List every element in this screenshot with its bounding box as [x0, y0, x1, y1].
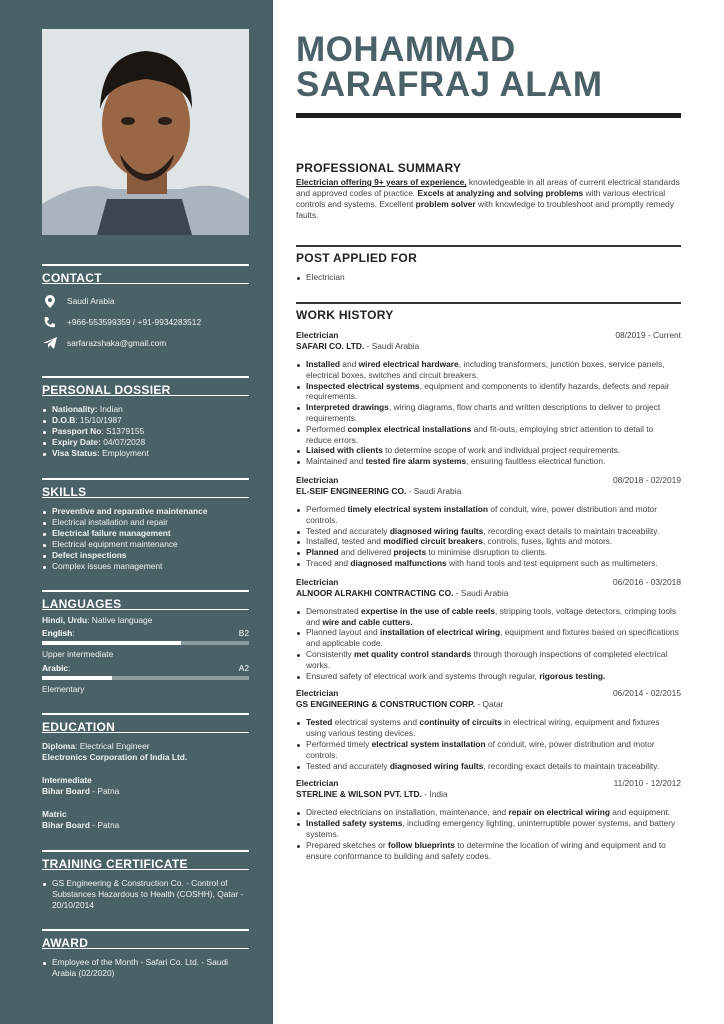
work-history-jobs [296, 330, 681, 861]
job-header [296, 577, 681, 588]
job-header [296, 688, 681, 699]
job-dates: 06/2014 - 02/2015 [613, 688, 681, 699]
job-title: Electrician [296, 576, 339, 587]
skills-list [42, 506, 249, 572]
languages-title: LANGUAGES [42, 590, 249, 610]
job-bullet: Demonstrated expertise in the use of cable reels, stripping tools, voltage detectors, crimping tools and wire and cable cutters. [296, 606, 681, 628]
skill-item: Electrical failure management [42, 528, 249, 539]
location-pin-icon [42, 294, 58, 308]
job-bullet: Traced and diagnosed malfunctions with hand tools and test equipment such as multimeters. [296, 558, 681, 569]
job-dates: 06/2016 - 03/2018 [613, 576, 681, 587]
post-applied-title: POST APPLIED FOR [296, 251, 418, 265]
phone-icon [42, 315, 58, 329]
language-proficiency-bar [42, 641, 249, 645]
job-bullets [296, 504, 681, 569]
job-bullet: Tested electrical systems and continuity of circuits in electrical wiring, equipment and fixtures using various testing devices. [296, 717, 681, 739]
language-level: Elementary [42, 684, 85, 694]
summary-section [296, 161, 681, 221]
dossier-item: D.O.B: 15/10/1987 [42, 415, 249, 426]
language-proficiency-fill [42, 676, 112, 680]
job-entry [296, 330, 681, 467]
skill-item: Preventive and reparative maintenance [42, 506, 249, 517]
language-level-code: B2 [238, 628, 249, 638]
job-bullet: Performed timely electrical system installation of conduit, wire, power distribution and motor controls. [296, 739, 681, 761]
job-entry [296, 688, 681, 771]
job-company: GS ENGINEERING & CONSTRUCTION CORP. - Qatar [296, 699, 504, 710]
job-bullet: Liaised with clients to determine scope of work and individual project requirements. [296, 445, 681, 456]
language-level-code: A2 [238, 663, 249, 673]
education-section [42, 713, 249, 831]
job-dates: 08/2019 - Current [615, 330, 681, 340]
send-email-icon [42, 336, 58, 350]
post-applied-item: Electrician [296, 272, 681, 283]
language-proficiency-bar [42, 676, 249, 680]
language-arabic: Arabic: A2 Elementary [42, 663, 249, 694]
training-list [42, 878, 249, 911]
dossier-item: Visa Status: Employment [42, 448, 249, 459]
job-title: Electrician [296, 330, 339, 340]
job-bullet: Directed electricians on installation, maintenance, and repair on electrical wiring and equipment. [296, 807, 681, 818]
section-divider [296, 302, 681, 304]
post-applied-section [296, 251, 681, 283]
award-title: AWARD [42, 929, 249, 949]
job-bullet: Maintained and tested fire alarm systems, ensuring faultless electrical function. [296, 456, 681, 467]
skill-item: Defect inspections [42, 550, 249, 561]
job-bullet: Planned and delivered projects to minimise disruption to clients. [296, 547, 681, 558]
summary-title: PROFESSIONAL SUMMARY [296, 161, 462, 175]
candidate-name: MOHAMMAD SARAFRAJ ALAM [296, 30, 603, 104]
job-company: STERLINE & WILSON PVT. LTD. - India [296, 789, 448, 800]
job-bullets [296, 359, 681, 467]
job-bullet: Interpreted drawings, wiring diagrams, flow charts and written descriptions to deliver to project requirements. [296, 402, 681, 424]
training-section [42, 850, 249, 911]
job-bullet: Installed safety systems, including emergency lighting, uninterruptible power systems, and battery systems. [296, 818, 681, 840]
skill-item: Complex issues management [42, 561, 249, 572]
work-history-title: WORK HISTORY [296, 308, 394, 322]
language-name: English [42, 628, 73, 638]
job-title: Electrician [296, 688, 339, 699]
dossier-list [42, 404, 249, 459]
job-company: SAFARI CO. LTD. - Saudi Arabia [296, 341, 420, 351]
skill-item: Electrical installation and repair [42, 517, 249, 528]
job-bullet: Performed timely electrical system installation of conduit, wire, power distribution and motor controls. [296, 504, 681, 526]
native-language: Hindi, Urdu: Native language [42, 615, 153, 625]
job-company: EL-SEIF ENGINEERING CO. - Saudi Arabia [296, 485, 462, 496]
profile-photo-image [42, 29, 249, 235]
job-dates: 11/2010 - 12/2012 [613, 778, 681, 789]
job-bullet: Tested and accurately diagnosed wiring faults, recording exact details to maintain traceability. [296, 526, 681, 537]
contact-phone-row [42, 313, 249, 331]
job-bullet: Performed complex electrical installations and fit-outs, employing strict attention to detail to reduce errors. [296, 424, 681, 446]
job-bullets [296, 807, 681, 861]
award-section [42, 929, 249, 979]
section-divider [296, 245, 681, 247]
job-bullet: Installed, tested and modified circuit breakers, controls, fuses, lights and motors. [296, 536, 681, 547]
dossier-item: Expiry Date: 04/07/2028 [42, 437, 249, 448]
job-bullets [296, 606, 681, 682]
job-bullet: Consistently met quality control standards through thorough inspections of completed electrical works. [296, 649, 681, 671]
job-bullet: Ensured safety of electrical work and systems through regular, rigorous testing. [296, 671, 681, 682]
award-list [42, 957, 249, 979]
dossier-item: Nationality: Indian [42, 404, 249, 415]
skill-item: Electrical equipment maintenance [42, 539, 249, 550]
skills-section [42, 478, 249, 572]
job-header [296, 778, 681, 789]
job-bullet: Inspected electrical systems, equipment and components to identify hazards, defects and repair requirements. [296, 381, 681, 403]
education-title: EDUCATION [42, 713, 249, 733]
language-proficiency-fill [42, 641, 181, 645]
work-history-section [296, 308, 681, 861]
name-divider [296, 113, 681, 118]
languages-section [42, 590, 249, 695]
job-bullet: Planned layout and installation of electrical wiring, equipment and fixtures based on specifications and applicable code. [296, 627, 681, 649]
language-name: Arabic [42, 663, 69, 673]
sidebar [0, 0, 273, 1024]
job-bullets [296, 717, 681, 771]
job-title: Electrician [296, 778, 339, 789]
dossier-item: Passport No: S1379155 [42, 426, 249, 437]
job-header [296, 475, 681, 486]
contact-location-row [42, 292, 249, 310]
skills-title: SKILLS [42, 478, 249, 498]
language-english: English: B2 Upper intermediate [42, 628, 249, 659]
dossier-section [42, 376, 249, 459]
training-item: GS Engineering & Construction Co. - Control of Substances Hazardous to Health (COSHH), Qatar - 20/10/2014 [42, 878, 249, 911]
award-item: Employee of the Month - Safari Co. Ltd. - Saudi Arabia (02/2020) [42, 957, 249, 979]
job-entry [296, 778, 681, 861]
language-level: Upper intermediate [42, 649, 114, 659]
job-header [296, 330, 681, 341]
summary-text: Electrician offering 9+ years of experience, knowledgeable in all areas of current electrical standards and approved codes of practice. Excels at analyzing and solving problems with various electrical controls and systems. Excellent problem solver with knowledge to troubleshoot and promptly remedy faults. [296, 177, 680, 220]
education-item: Matric Bihar Board - Patna [42, 809, 120, 830]
job-company: ALNOOR ALRAKHI CONTRACTING CO. - Saudi Arabia [296, 587, 509, 598]
contact-email[interactable]: sarfarazshaka@gmail.com [67, 337, 167, 348]
education-item: Diploma: Electrical Engineer Electronics Corporation of India Ltd. [42, 741, 188, 762]
job-bullet: Tested and accurately diagnosed wiring faults, recording exact details to maintain traceability. [296, 761, 681, 772]
contact-section [42, 264, 249, 352]
contact-location: Saudi Arabia [67, 295, 115, 306]
education-item: Intermediate Bihar Board - Patna [42, 775, 120, 796]
job-bullet: Installed and wired electrical hardware, including transformers, junction boxes, service panels, electrical boxes, switches and circuit breakers. [296, 359, 681, 381]
contact-email-row [42, 334, 249, 352]
training-title: TRAINING CERTIFICATE [42, 850, 249, 870]
job-dates: 08/2018 - 02/2019 [613, 474, 681, 485]
job-entry [296, 577, 681, 682]
profile-photo [42, 29, 249, 235]
contact-title: CONTACT [42, 264, 249, 284]
post-applied-list [296, 272, 681, 283]
dossier-title: PERSONAL DOSSIER [42, 376, 249, 396]
job-title: Electrician [296, 474, 339, 485]
job-bullet: Prepared sketches or follow blueprints to determine the location of wiring and equipment and to ensure conformance to building and safety codes. [296, 840, 681, 862]
contact-phone[interactable]: +966-553599359 / +91-9934283512 [67, 316, 202, 327]
job-entry [296, 475, 681, 569]
